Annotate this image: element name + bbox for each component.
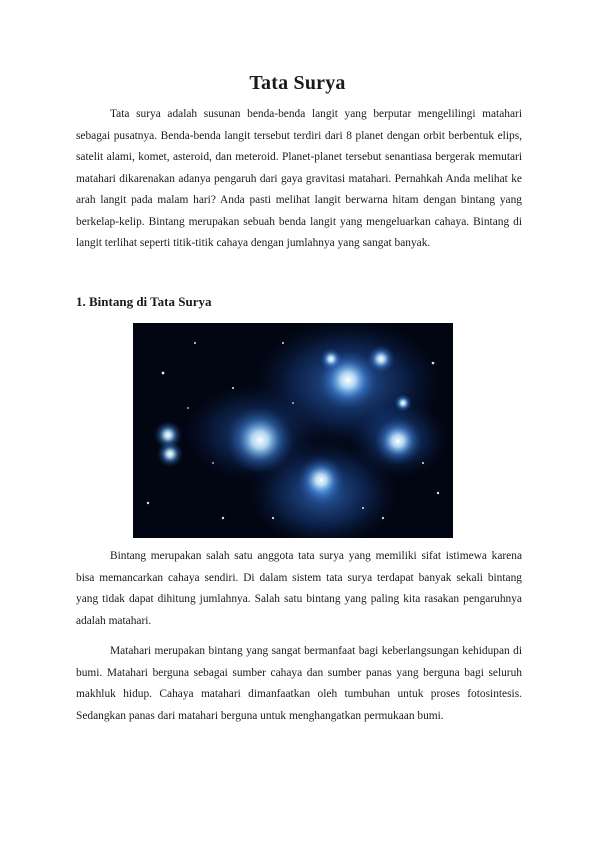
page-title: Tata Surya xyxy=(249,72,346,94)
sun-paragraph: Matahari merupakan bintang yang sangat bermanfaat bagi keberlangsungan kehidupan di bumi. Matahari berguna sebagai sumber cahaya dan sumber panas yang berguna bagi seluruh makhluk hidup. Cahaya matahari dimanfaatkan oleh tumbuhan untuk proses fotosintesis. Sedangkan panas dari matahari berguna untuk menghangatkan permukaan bumi. xyxy=(76,645,522,722)
star-cluster-photo xyxy=(133,323,453,538)
stars-paragraph: Bintang merupakan salah satu anggota tata surya yang memiliki sifat istimewa karena bisa memancarkan cahaya sendiri. Di dalam sistem tata surya terdapat banyak sekali bintang yang tidak dapat dihitung jumlahnya. Salah satu bintang yang paling kita rasakan pengaruhnya adalah matahari. xyxy=(76,550,522,627)
intro-paragraph: Tata surya adalah susunan benda-benda langit yang berputar mengelilingi matahari sebagai pusatnya. Benda-benda langit tersebut terdiri dari 8 planet dengan orbit berbentuk elips, satelit alami, komet, asteroid, dan meteroid. Planet-planet tersebut senantiasa bergerak memutari matahari dikarenakan adanya pengaruh dari gaya gravitasi matahari. Pernahkah Anda melihat ke arah langit pada malam hari? Anda pasti melihat langit berwarna hitam dengan bintang yang berkelap-kelip. Bintang merupakan sebuah benda langit yang mengeluarkan cahaya. Bintang di langit terlihat seperti titik-titik cahaya dengan jumlahnya yang sangat banyak. xyxy=(76,108,522,249)
section-heading: 1. Bintang di Tata Surya xyxy=(76,294,212,309)
